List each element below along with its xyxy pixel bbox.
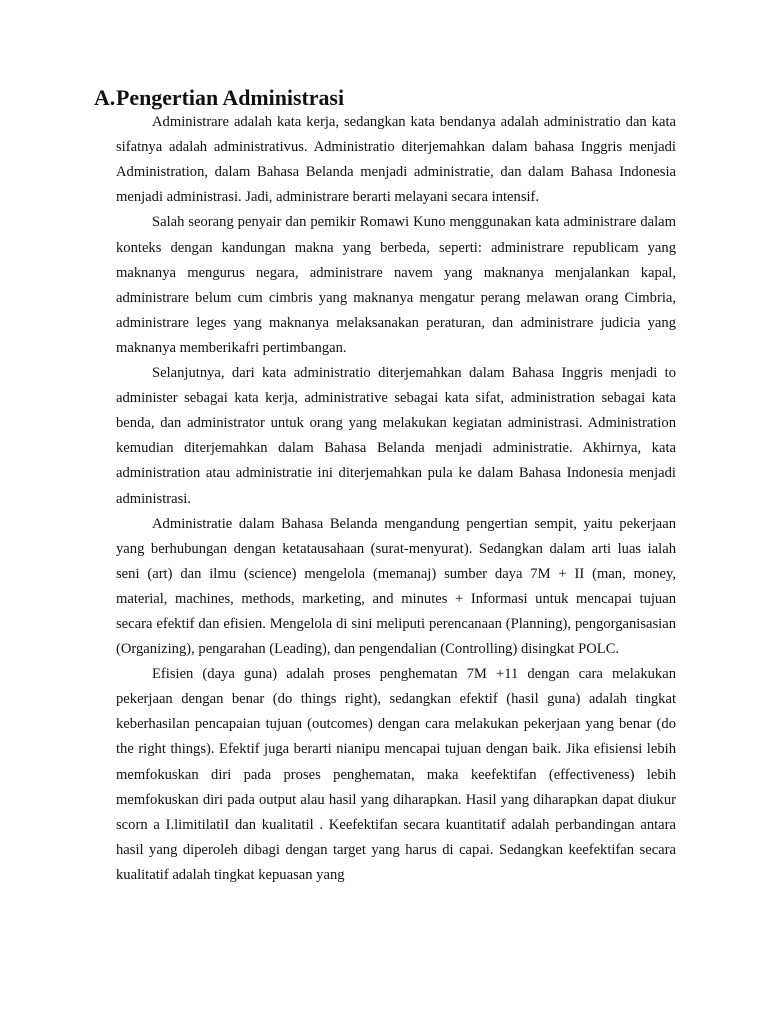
section-heading — [94, 85, 676, 110]
paragraph-1: Administrare adalah kata kerja, sedangkan kata bendanya adalah administratio dan kata sifatnya adalah administrativus. Administratio diterjemahkan dalam bahasa Inggris menjadi Administration, dalam Bahasa Belanda menjadi administratie, dan dalam Bahasa Indonesia menjadi administrasi. Jadi, administrare berarti melayani secara intensif. — [116, 114, 676, 206]
paragraph-5: Efisien (daya guna) adalah proses penghematan 7M +11 dengan cara melakukan pekerjaan dengan benar (do things right), sedangkan efektif (hasil guna) adalah tingkat keberhasilan pencapaian tujuan (outcomes) dengan cara melakukan pekerjaan yang benar (do the right things). Efektif juga berarti nianipu mencapai tujuan dengan baik. Jika efisiensi lebih memfokuskan diri pada proses penghematan, maka keefektifan (effectiveness) lebih memfokuskan diri pada output alau hasil yang diharapkan. Hasil yang diharapkan dapat diukur scorn a I.limitilatiI dan kualitatil . Keefektifan secara kuantitatif adalah perbandingan antara hasil yang diperoleh dibagi dengan target yang harus di capai. Sedangkan keefektifan secara kualitatif adalah tingkat kepuasan yang — [116, 666, 676, 883]
paragraph-2: Salah seorang penyair dan pemikir Romawi Kuno menggunakan kata administrare dalam konteks dengan kandungan makna yang berbeda, seperti: administrare republicam yang maknanya mengurus negara, administrare navem yang maknanya menjalankan kapal, administrare belum cum cimbris yang maknanya mengatur perang melawan orang Cimbria, administrare leges yang maknanya melaksanakan peraturan, dan administrare judicia yang maknanya memberikafri pertimbangan. — [116, 214, 676, 356]
paragraph-3: Selanjutnya, dari kata administratio diterjemahkan dalam Bahasa Inggris menjadi to administer sebagai kata kerja, administrative sebagai kata sifat, administration sebagai kata benda, dan administrator untuk orang yang melakukan kegiatan administrasi. Administration kemudian diterjemahkan dalam Bahasa Belanda menjadi administratie. Akhirnya, kata administration atau administratie ini diterjemahkan pula ke dalam Bahasa Indonesia menjadi administrasi. — [116, 365, 676, 507]
section-title: Pengertian Administrasi — [116, 85, 345, 110]
document-body — [94, 85, 676, 888]
paragraph-4: Administratie dalam Bahasa Belanda mengandung pengertian sempit, yaitu pekerjaan yang berhubungan dengan ketatausahaan (surat-menyurat). Sedangkan dalam arti luas ialah seni (art) dan ilmu (science) mengelola (memanaj) sumber daya 7M + II (man, money, material, machines, methods, marketing, and minutes + Informasi untuk mencapai tujuan secara efektif dan efisien. Mengelola di sini meliputi perencanaan (Planning), pengorganisasian (Organizing), pengarahan (Leading), dan pengendalian (Controlling) disingkat POLC. — [116, 515, 676, 658]
section-number: A. — [94, 85, 116, 110]
